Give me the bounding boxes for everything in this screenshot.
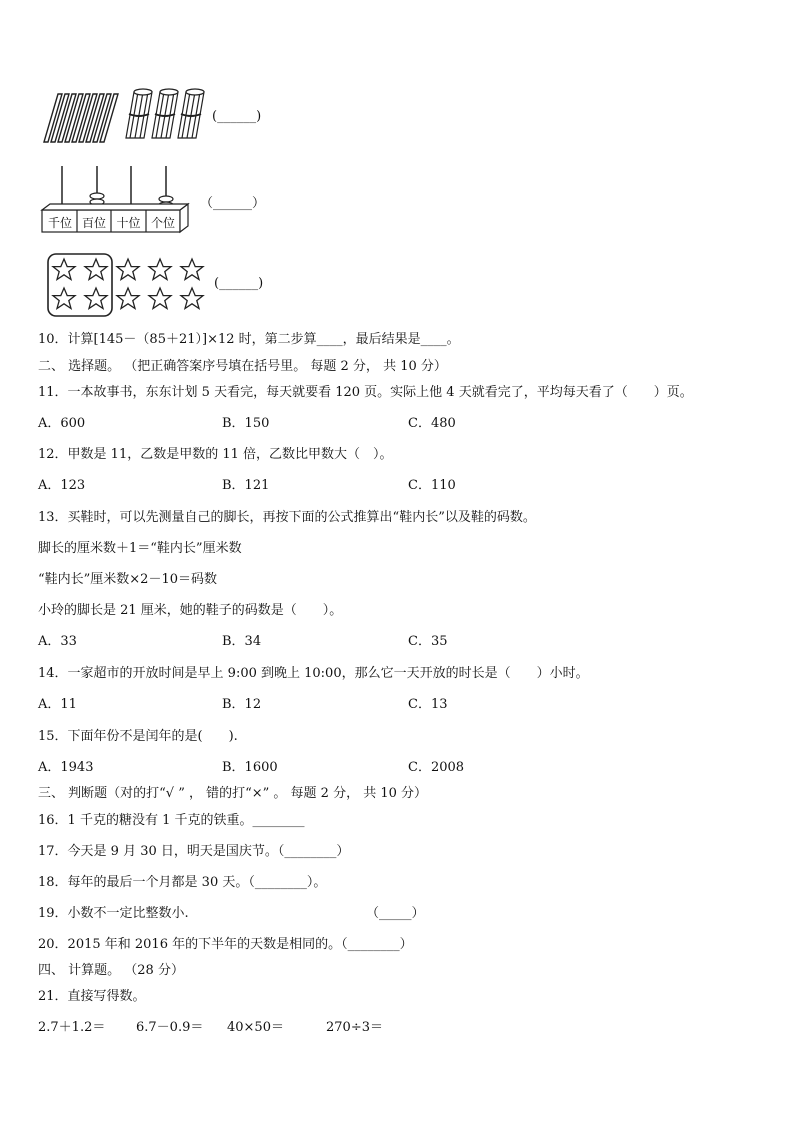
sticks-answer-blank[interactable]: (______) [212,109,262,124]
q11-option-c[interactable]: C．480 [408,416,456,431]
q21-item-1: 2.7＋1.2＝ [38,1020,106,1035]
question-21: 21．直接写得数。 [38,989,146,1004]
question-13: 13．买鞋时，可以先测量自己的脚长，再按下面的公式推算出“鞋内长”以及鞋的码数。 [38,510,536,525]
question-19: 19．小数不一定比整数小. [38,906,189,921]
question-11: 11．一本故事书，东东计划 5 天看完，每天就要看 120 页。实际上他 4 天就看完了，平均每天看了（ ）页。 [38,385,693,400]
q14-option-b[interactable]: B．12 [222,697,262,712]
q12-option-a[interactable]: A．123 [38,478,86,493]
q12-option-c[interactable]: C．110 [408,478,456,493]
question-16: 16．1 千克的糖没有 1 千克的铁重。________ [38,813,305,828]
q14-option-c[interactable]: C．13 [408,697,448,712]
q21-item-4: 270÷3＝ [326,1020,383,1035]
q15-option-c[interactable]: C．2008 [408,760,465,775]
q13-option-c[interactable]: C．35 [408,634,448,649]
abacus-place-tens: 十位 [116,216,141,230]
section-2-heading: 二、 选择题。 （把正确答案序号填在括号里。 每题 2 分， 共 10 分） [38,359,447,374]
sticks-figure [38,86,208,146]
question-18: 18．每年的最后一个月都是 30 天。（________）。 [38,875,327,890]
q14-option-a[interactable]: A．11 [38,697,77,712]
question-10: 10．计算[145－（85＋21）]×12 时，第二步算____，最后结果是____。 [38,332,460,347]
q15-option-b[interactable]: B．1600 [222,760,278,775]
q21-item-3: 40×50＝ [227,1020,284,1035]
stars-illustration [46,252,216,320]
question-17: 17．今天是 9 月 30 日，明天是国庆节。（________） [38,844,350,859]
abacus-place-hundreds: 百位 [81,216,106,230]
q21-item-2: 6.7－0.9＝ [136,1020,204,1035]
abacus-answer-blank[interactable]: （______） [200,196,266,211]
stars-figure [46,252,216,320]
q13-ask: 小玲的脚长是 21 厘米，她的鞋子的码数是（ ）。 [38,603,343,618]
sticks-illustration [38,86,208,146]
q11-option-b[interactable]: B．150 [222,416,270,431]
question-15: 15．下面年份不是闰年的是( ). [38,729,238,744]
abacus-figure [38,162,198,234]
q15-option-a[interactable]: A．1943 [38,760,94,775]
question-20: 20．2015 年和 2016 年的下半年的天数是相同的。（________） [38,937,413,952]
q13-formula-1: 脚长的厘米数＋1＝“鞋内长”厘米数 [38,541,242,556]
q11-option-a[interactable]: A．600 [38,416,86,431]
section-3-heading: 三、 判断题（对的打“√ ” ， 错的打“×” 。 每题 2 分， 共 10 分） [38,786,428,801]
question-14: 14．一家超市的开放时间是早上 9:00 到晚上 10:00，那么它一天开放的时长是（ ）小时。 [38,666,589,681]
q13-option-a[interactable]: A．33 [38,634,77,649]
abacus-place-thousands: 千位 [47,216,72,230]
question-12: 12．甲数是 11，乙数是甲数的 11 倍，乙数比甲数大（ ）。 [38,447,393,462]
abacus-place-ones: 个位 [150,216,175,230]
stars-answer-blank[interactable]: (______) [214,276,264,291]
q12-option-b[interactable]: B．121 [222,478,270,493]
q19-answer-blank[interactable]: （_____） [366,906,425,921]
section-4-heading: 四、 计算题。 （28 分） [38,963,184,978]
q13-formula-2: “鞋内长”厘米数×2－10＝码数 [38,572,217,587]
q13-option-b[interactable]: B．34 [222,634,262,649]
